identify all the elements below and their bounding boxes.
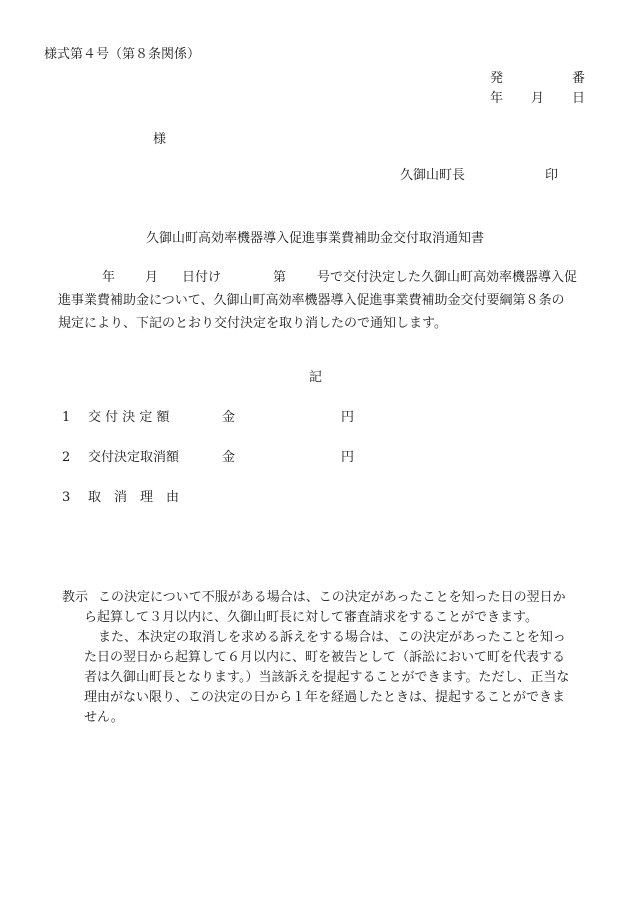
item-label: 交 付 決 定 額 [88, 410, 170, 425]
body-line-1 [62, 266, 585, 289]
body-text-after-number: 号で交付決定した久御山町高効率機器導入促 [317, 270, 578, 285]
addressee-honorific: 様 [153, 132, 167, 147]
notice-line-3: また、本決定の取消しを求める訴えをする場合は、この決定があったことを知っ [98, 630, 566, 645]
item-label: 交付決定取消額 [88, 450, 180, 465]
body-date-day: 日付け [182, 270, 222, 285]
issue-date-month: 月 [531, 91, 545, 106]
item-unit: 円 [341, 450, 355, 465]
document-title: 久御山町高効率機器導入促進事業費補助金交付取消通知書 [146, 231, 485, 246]
item-unit: 円 [341, 410, 355, 425]
item-label: 取 消 理 由 [88, 490, 180, 505]
issue-date-year: 年 [490, 91, 504, 106]
notice-line-5: 者は久御山町長となります。）当該訴えを提起することができます。ただし、正当な [84, 670, 570, 685]
ki-heading: 記 [309, 370, 323, 385]
notice-line-7: せん。 [84, 710, 124, 725]
item-currency: 金 [222, 410, 236, 425]
notice-line-1: この決定について不服がある場合は、この決定があったことを知った日の翌日か [98, 590, 566, 605]
body-line-3: 規定により、下記のとおり交付決定を取り消したので通知します。 [58, 316, 447, 331]
issue-number-label-right: 番 [572, 71, 586, 86]
body-line-2: 進事業費補助金について、久御山町高効率機器導入促進事業費補助金交付要綱第８条の [58, 293, 565, 308]
notice-line-4: た日の翌日から起算して６月以内に、町を被告として（訴訟において町を代表する [84, 650, 566, 665]
issuer-title: 久御山町長 [400, 168, 466, 183]
form-label: 様式第４号（第８条関係） [44, 47, 201, 62]
notice-line-6: 理由がない限り、この決定の日から１年を経過したときは、提起することができま [84, 690, 566, 705]
item-number: 1 [62, 410, 71, 425]
issue-date-day: 日 [572, 91, 586, 106]
body-date-year: 年 [102, 270, 116, 285]
item-currency: 金 [222, 450, 236, 465]
issue-number-label-left: 発 [490, 71, 504, 86]
body-date-month: 月 [145, 270, 159, 285]
notice-line-2: ら起算して３月以内に、久御山町長に対して審査請求をすることができます。 [84, 610, 538, 625]
item-number: 2 [62, 450, 71, 465]
issuer-seal: 印 [545, 168, 559, 183]
item-number: 3 [62, 490, 71, 505]
body-number-prefix: 第 [273, 270, 287, 285]
notice-label: 教示 [62, 590, 89, 605]
